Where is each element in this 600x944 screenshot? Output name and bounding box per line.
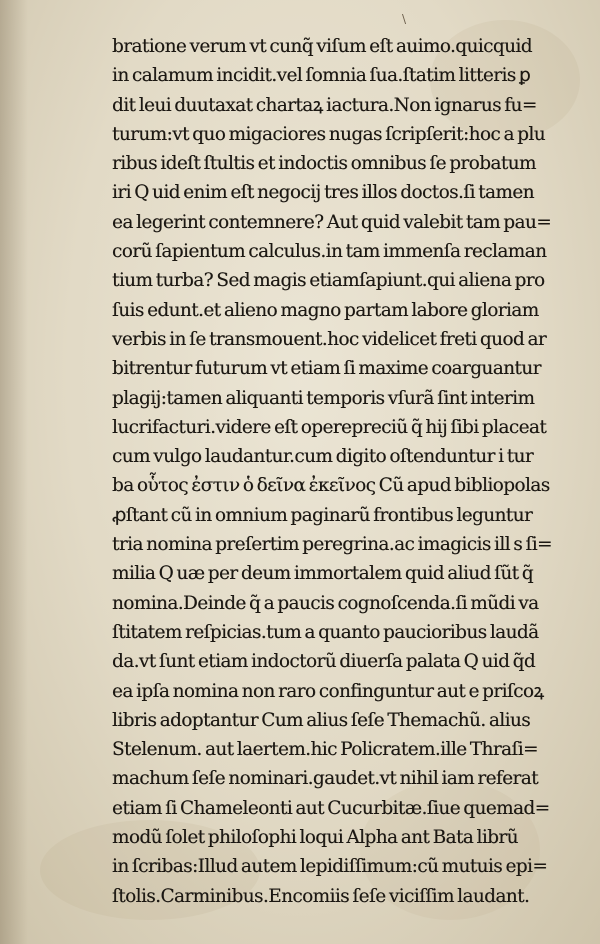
text-line: libris adoptantur Cum alius ſeſe Themachũ. alius <box>112 709 531 731</box>
text-line: ſtitatem reſpicias.tum a quanto paucioribus laudã <box>112 621 539 643</box>
text-line: machum ſeſe nominari.gaudet.vt nihil iam referat <box>112 768 538 790</box>
text-line: nomina.Deinde q̃ a paucis cognoſcenda.ſi mũdi va <box>112 592 539 614</box>
text-line: ſtolis.Carminibus.Encomiis ſeſe viciſſim laudant. <box>112 885 530 907</box>
text-line: verbis in ſe transmouent.hoc videlicet freti quod ar <box>112 328 547 350</box>
text-line: bratione verum vt cunq̃ viſum eſt auimo.quicquid <box>112 36 532 57</box>
text-line: ea legerint contemnere? Aut quid valebit tam pau= <box>112 211 552 233</box>
text-line: ba οὗτος ἐστιν ὁ δεῖνα ἐκεῖνος Cũ apud bibliopolas <box>112 475 550 497</box>
text-line: milia Q uæ per deum immortalem quid aliud ſũt q̃ <box>112 563 534 585</box>
text-line: plagij:tamen aliquanti temporis vſurã ſint interim <box>112 387 535 409</box>
text-line: tria nomina preſertim peregrina.ac imagicis ill s ſi= <box>112 534 552 556</box>
text-line: lucrifacturi.videre eſt operepreciũ q̃ hij ſibi placeat <box>112 416 547 438</box>
text-line: in ſcribas:Illud autem lepidiſſimum:cũ mutuis epi= <box>112 856 548 878</box>
text-block <box>112 32 588 911</box>
text-line: dit leui duutaxat chartaꝝ iactura.Non ignarus fu= <box>112 94 537 116</box>
text-line: turum:vt quo migaciores nugas ſcripſerit:hoc a plu <box>112 123 546 145</box>
folio-mark: \ <box>402 12 407 26</box>
text-line: da.vt ſunt etiam indoctorũ diuerſa palata Q uid q̃d <box>112 651 536 673</box>
text-line: iri Q uid enim eſt negocij tres illos doctos.ſi tamen <box>112 182 534 204</box>
text-line: in calamum incidit.vel ſomnia ſua.ſtatim litteris ꝑ <box>112 65 531 87</box>
text-line: etiam ſi Chameleonti aut Cucurbitæ.ſiue quemad= <box>112 797 550 819</box>
text-line: ſuis edunt.et alieno magno partam labore gloriam <box>112 299 539 321</box>
text-line: ribus ideſt ſtultis et indoctis omnibus ſe probatum <box>112 153 536 175</box>
text-line: modũ ſolet philoſophi loqui Alpha ant Bata librũ <box>112 827 518 849</box>
text-line: tium turba? Sed magis etiamſapiunt.qui aliena pro <box>112 270 545 292</box>
text-line: cum vulgo laudantur.cum digito oſtenduntur i tur <box>112 446 534 468</box>
text-line: ꝓſtant cũ in omnium paginarũ frontibus leguntur <box>112 504 533 526</box>
text-line: corũ ſapientum calculus.in tam immenſa reclaman <box>112 241 547 263</box>
gutter-shadow <box>0 0 28 944</box>
text-line: Stelenum. aut laertem.hic Policratem.ille Thraſi= <box>112 739 538 761</box>
text-line: ea ipſa nomina non raro confinguntur aut e priſcoꝝ <box>112 680 544 702</box>
text-line: bitrentur futurum vt etiam ſi maxime coarguantur <box>112 358 541 380</box>
